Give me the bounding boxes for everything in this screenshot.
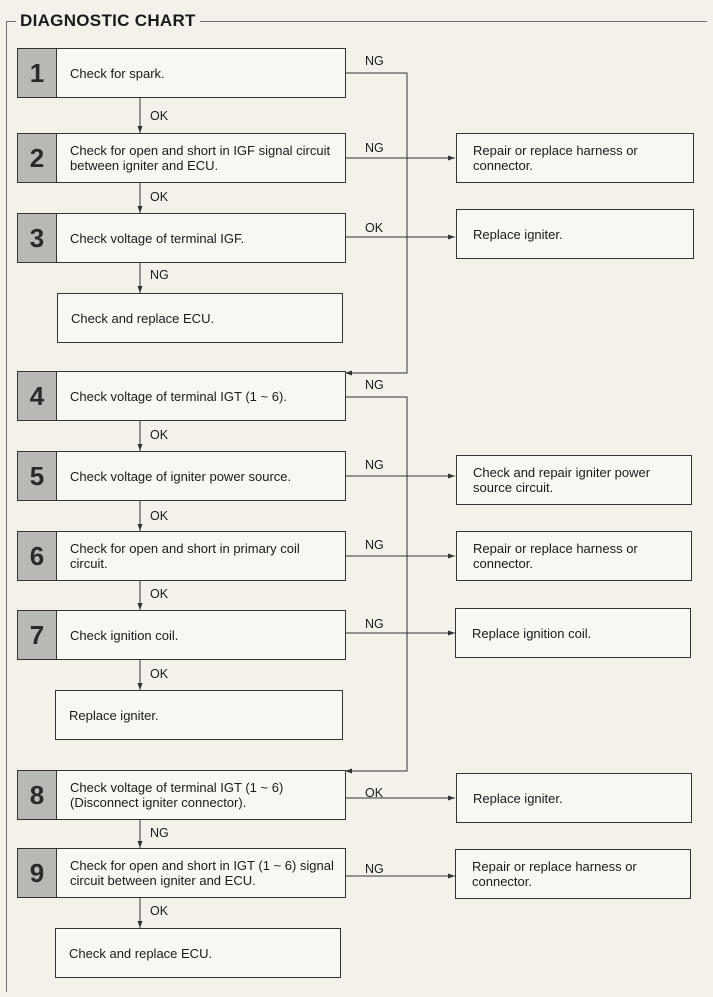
result-6 [456,531,692,581]
label-ok: OK [150,667,169,681]
step-number: 3 [18,214,57,262]
label-ok: OK [365,221,384,235]
step-number: 6 [18,532,57,580]
result-text: Replace igniter. [473,226,563,242]
step-8 [17,770,346,820]
step-number: 5 [18,452,57,500]
step-3 [17,213,346,263]
result-8 [456,773,692,823]
step-4 [17,371,346,421]
step-number: 7 [18,611,57,659]
label-ng: NG [365,538,384,552]
label-ng: NG [365,862,384,876]
action-text: Check and replace ECU. [69,945,213,961]
step-text: Check for open and short in IGF signal circuit between igniter and ECU. [70,143,331,173]
action-7-ok [55,690,343,740]
step-text: Check for open and short in primary coil circuit. [70,541,300,571]
label-ng: NG [365,141,384,155]
label-ng: NG [365,617,384,631]
step-text: Check voltage of igniter power source. [70,468,292,484]
step-text: Check for open and short in IGT (1 ~ 6) signal circuit between igniter and ECU. [70,858,334,888]
step-number: 9 [18,849,57,897]
step-number: 1 [18,49,57,97]
action-9-ok [55,928,341,978]
label-ng: NG [365,54,384,68]
step-2 [17,133,346,183]
loop-4-to-8 [345,397,407,771]
result-text: Repair or replace harness or connector. [473,541,638,571]
result-5 [456,455,692,505]
label-ng: NG [150,268,169,282]
step-number: 4 [18,372,57,420]
action-text: Replace igniter. [69,707,159,723]
step-text: Check voltage of terminal IGT (1 ~ 6). [70,388,287,404]
label-ok: OK [150,904,169,918]
step-text: Check ignition coil. [70,627,179,643]
action-text: Check and replace ECU. [71,310,215,326]
chart-title: DIAGNOSTIC CHART [16,11,200,31]
step-7 [17,610,346,660]
result-3 [456,209,694,259]
result-text: Repair or replace harness or connector. [472,859,637,889]
result-9 [455,849,691,899]
label-ng: NG [150,826,169,840]
label-ng: NG [365,378,384,392]
step-9 [17,848,346,898]
step-text: Check voltage of terminal IGT (1 ~ 6) (Disconnect igniter connector). [70,780,284,810]
result-text: Replace ignition coil. [472,625,592,641]
result-text: Check and repair igniter power source circuit. [473,465,651,495]
step-6 [17,531,346,581]
label-ng: NG [365,458,384,472]
result-2 [456,133,694,183]
step-text: Check for spark. [70,65,165,81]
label-ok: OK [150,587,169,601]
step-1 [17,48,346,98]
result-text: Repair or replace harness or connector. [473,143,638,173]
step-number: 8 [18,771,57,819]
label-ok: OK [150,428,169,442]
label-ok: OK [150,190,169,204]
label-ok: OK [365,786,384,800]
step-5 [17,451,346,501]
result-7 [455,608,691,658]
result-text: Replace igniter. [473,790,563,806]
step-number: 2 [18,134,57,182]
action-3-ng [57,293,343,343]
step-text: Check voltage of terminal IGF. [70,230,245,246]
label-ok: OK [150,509,169,523]
label-ok: OK [150,109,169,123]
